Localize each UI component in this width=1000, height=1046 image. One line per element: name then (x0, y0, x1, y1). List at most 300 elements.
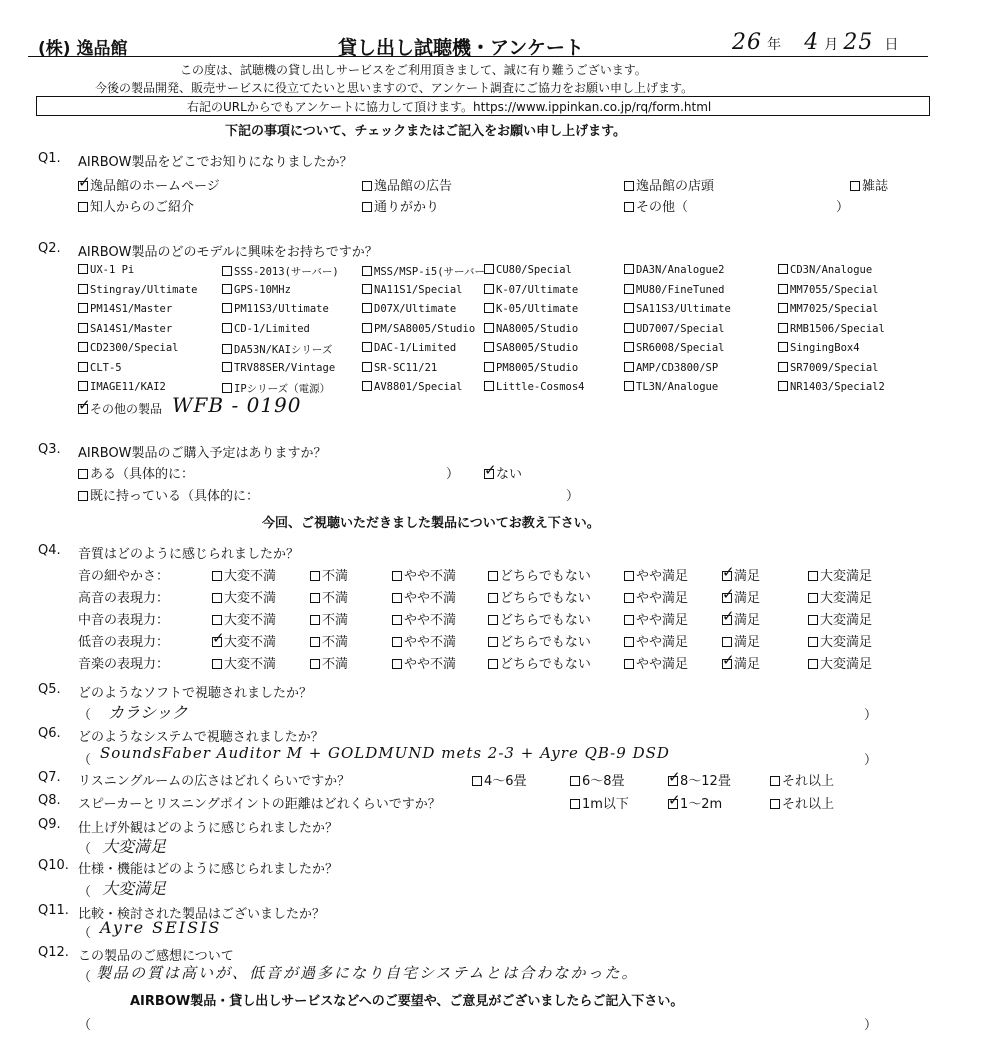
q3-option-own[interactable]: 既に持っている（具体的に： (78, 485, 259, 504)
checkbox[interactable] (624, 264, 634, 274)
q5-number: Q5. (38, 682, 61, 697)
q2-model-option[interactable] (624, 362, 718, 374)
checkbox-checked[interactable] (668, 799, 678, 809)
q4-rating-option[interactable] (488, 587, 591, 606)
q2-model-option[interactable] (362, 264, 485, 279)
q6-number: Q6. (38, 726, 61, 741)
q10-answer[interactable]: 大変満足 (102, 879, 167, 898)
checkbox[interactable] (222, 362, 232, 372)
q4-rating-label: やや満足 (636, 613, 689, 628)
q4-rating-option[interactable] (488, 565, 591, 584)
q2-model-option[interactable] (624, 342, 725, 354)
checkbox[interactable] (212, 615, 222, 625)
q4-rating-label: 大変不満 (224, 635, 277, 650)
checkbox[interactable] (78, 342, 88, 352)
checkbox[interactable] (778, 381, 788, 391)
q2-model-option[interactable] (624, 381, 718, 393)
checkbox[interactable] (78, 284, 88, 294)
checkbox[interactable] (808, 593, 818, 603)
checkbox[interactable] (808, 615, 818, 625)
checkbox[interactable] (78, 362, 88, 372)
q4-rating-option[interactable] (488, 609, 591, 628)
checkbox[interactable] (488, 615, 498, 625)
q2-model-label: AMP/CD3800/SP (636, 361, 719, 374)
q2-model-option[interactable] (222, 264, 339, 279)
q2-model-label: Stingray/Ultimate (90, 283, 198, 296)
checkbox[interactable] (808, 637, 818, 647)
q5-answer[interactable]: カラシック (108, 703, 188, 722)
checkbox[interactable] (310, 593, 320, 603)
q2-model-option[interactable] (778, 342, 860, 354)
q2-model-option[interactable] (624, 264, 725, 276)
q2-model-label: K-05/Ultimate (496, 303, 579, 315)
q2-model-label: CD2300/Special (90, 342, 179, 354)
q2-model-option[interactable] (362, 303, 456, 315)
checkbox[interactable] (484, 264, 494, 274)
q2-model-option[interactable] (78, 342, 179, 354)
q2-model-option[interactable] (484, 264, 572, 276)
q2-model-option[interactable] (778, 323, 885, 335)
checkbox[interactable] (78, 469, 88, 479)
q11-number: Q11. (38, 903, 69, 918)
q2-model-option[interactable] (222, 362, 335, 374)
q4-row-label: 音楽の表現力： (78, 657, 170, 672)
q2-model-label: PM/SA8005/Studio (374, 322, 476, 335)
q4-rating-label: 不満 (322, 635, 349, 650)
q4-rating-option[interactable] (392, 565, 456, 584)
footer-request: AIRBOW製品・貸し出しサービスなどへのご要望や、ご意見がございましたらご記入下さい。 (130, 994, 684, 1009)
q2-model-option[interactable] (78, 303, 172, 315)
q2-model-label: NA8005/Studio (496, 322, 579, 335)
q2-model-label: PM11S3/Ultimate (234, 303, 329, 315)
q4-rating-option[interactable] (808, 653, 872, 672)
checkbox[interactable] (624, 284, 634, 294)
q11-answer[interactable]: Ayre SEISIS (100, 918, 222, 937)
q5-open: （ (78, 708, 92, 723)
q4-rating-label: 大変満足 (820, 657, 873, 672)
q2-other-label[interactable]: ✓その他の製品 (78, 400, 162, 417)
q4-rating-label: やや不満 (404, 657, 457, 672)
checkbox[interactable] (392, 615, 402, 625)
q2-number: Q2. (38, 241, 61, 256)
q4-rating-option[interactable] (722, 653, 760, 672)
checkbox[interactable] (392, 637, 402, 647)
q8-option-under1m[interactable]: 1m以下 (570, 793, 629, 812)
q11-question: 比較・検討された製品はございましたか？ (78, 907, 326, 922)
form-title: 貸し出し試聴機・アンケート (338, 37, 584, 59)
q4-rating-option[interactable] (722, 631, 760, 650)
q2-model-option[interactable] (484, 381, 585, 393)
q4-row-label: 高音の表現力： (78, 591, 170, 606)
q2-model-label: MM7055/Special (790, 283, 879, 296)
q4-rating-option[interactable] (310, 631, 348, 650)
q6-open: （ (78, 753, 92, 768)
checkbox-checked[interactable] (484, 469, 494, 479)
checkbox[interactable] (722, 637, 732, 647)
q2-model-option[interactable] (362, 323, 475, 335)
q4-rating-option[interactable] (722, 609, 760, 628)
q4-rating-option[interactable] (212, 631, 276, 650)
q1-number: Q1. (38, 151, 61, 166)
q1-other-close: ） (836, 200, 850, 215)
q4-rating-option[interactable] (722, 587, 760, 606)
checkbox[interactable] (362, 266, 372, 276)
checkbox[interactable] (310, 637, 320, 647)
checkbox[interactable] (212, 593, 222, 603)
q2-model-label: PM8005/Studio (496, 361, 579, 374)
checkbox[interactable] (484, 362, 494, 372)
q4-rating-option[interactable] (722, 565, 760, 584)
q4-rating-label: 大変満足 (820, 613, 873, 628)
q2-model-option[interactable] (78, 362, 122, 374)
date-month: 4 (804, 30, 820, 55)
checkbox-checked[interactable] (78, 404, 88, 414)
checkbox[interactable] (624, 181, 634, 191)
date-day: 25 (843, 30, 874, 55)
q7-question: リスニングルームの広さはどれくらいですか？ (78, 774, 351, 789)
checkbox[interactable] (484, 323, 494, 333)
checkbox[interactable] (624, 659, 634, 669)
q11-open: （ (78, 926, 92, 941)
q1-option-passing[interactable]: 通りがかり (362, 196, 439, 215)
checkbox[interactable] (212, 571, 222, 581)
q7-number: Q7. (38, 770, 61, 785)
q2-model-label: SR6008/Special (636, 342, 725, 354)
checkbox[interactable] (778, 303, 788, 313)
q4-row-label: 音の細やかさ： (78, 569, 170, 584)
q1-option-friend[interactable]: 知人からのご紹介 (78, 196, 194, 215)
q7-option-6-8[interactable]: 6～8畳 (570, 770, 625, 789)
q2-model-label: MU80/FineTuned (636, 283, 725, 296)
q2-model-option[interactable] (78, 323, 172, 335)
q4-rating-option[interactable] (808, 631, 872, 650)
checkbox[interactable] (78, 381, 88, 391)
checkbox[interactable] (778, 342, 788, 352)
q8-option-1-2m[interactable]: ✓ 1～2m (668, 793, 722, 812)
checkbox-checked[interactable] (212, 637, 222, 647)
checkbox[interactable] (850, 181, 860, 191)
q2-model-label: CD3N/Analogue (790, 264, 873, 276)
checkbox[interactable] (624, 637, 634, 647)
q4-rating-option[interactable] (212, 653, 276, 672)
q2-model-option[interactable] (78, 284, 197, 296)
q2-model-option[interactable] (778, 264, 872, 276)
checkbox[interactable] (770, 799, 780, 809)
q6-close: ） (864, 753, 878, 768)
q4-rating-option[interactable] (392, 653, 456, 672)
q4-rating-option[interactable] (624, 653, 688, 672)
q1-option-ad[interactable]: 逸品館の広告 (362, 175, 452, 194)
q1-option-other[interactable]: その他（ (624, 196, 688, 215)
q1-option-magazine[interactable]: 雑誌 (850, 175, 888, 194)
q8-question: スピーカーとリスニングポイントの距離はどれくらいですか？ (78, 797, 441, 812)
q2-model-option[interactable] (362, 381, 463, 393)
q2-model-label: Little-Cosmos4 (496, 381, 585, 393)
q4-row-label: 低音の表現力： (78, 635, 170, 650)
q2-model-label: K-07/Ultimate (496, 283, 579, 296)
q4-rating-label: 大変不満 (224, 591, 277, 606)
q2-model-label: SR-SC11/21 (374, 361, 438, 374)
q4-rating-option[interactable] (392, 609, 456, 628)
q2-model-label: CD-1/Limited (234, 322, 310, 335)
q4-rating-label: やや不満 (404, 635, 457, 650)
checkbox[interactable] (624, 202, 634, 212)
q2-question: AIRBOW製品のどのモデルに興味をお持ちですか？ (78, 245, 378, 260)
q1-question: AIRBOW製品をどこでお知りになりましたか？ (78, 155, 353, 170)
q2-model-option[interactable] (222, 303, 329, 315)
checkbox[interactable] (624, 571, 634, 581)
checkbox[interactable] (570, 776, 580, 786)
checkbox[interactable] (222, 284, 232, 294)
q4-rating-option[interactable] (624, 609, 688, 628)
q2-model-option[interactable] (778, 303, 879, 315)
header-divider (28, 56, 928, 57)
checkbox[interactable] (310, 571, 320, 581)
checkbox[interactable] (488, 637, 498, 647)
checkbox[interactable] (78, 491, 88, 501)
q3-option-no[interactable]: ✓ ない (484, 463, 522, 482)
q2-model-option[interactable] (362, 362, 437, 374)
checkbox[interactable] (78, 303, 88, 313)
instruction: 下記の事項について、チェックまたはご記入をお願い申し上げます。 (225, 124, 627, 139)
q4-rating-option[interactable] (212, 565, 276, 584)
q8-option-more[interactable]: それ以上 (770, 793, 834, 812)
checkbox[interactable] (624, 362, 634, 372)
q2-model-option[interactable] (222, 284, 291, 296)
q2-model-label: IPシリーズ（電源） (234, 383, 331, 395)
q2-model-option[interactable] (624, 303, 731, 315)
checkbox[interactable] (778, 323, 788, 333)
checkbox[interactable] (624, 303, 634, 313)
q7-option-4-6[interactable]: 4～6畳 (472, 770, 527, 789)
q9-answer[interactable]: 大変満足 (102, 837, 167, 856)
q2-model-option[interactable] (78, 264, 134, 276)
checkbox[interactable] (362, 202, 372, 212)
checkbox-checked[interactable] (722, 593, 732, 603)
q2-model-label: MSS/MSP-i5(サーバー (374, 266, 486, 278)
q2-model-option[interactable] (778, 362, 879, 374)
q2-model-option[interactable] (362, 342, 456, 354)
q2-model-label: SR7009/Special (790, 361, 879, 374)
q4-rating-label: 満足 (734, 613, 761, 628)
q4-rating-option[interactable] (310, 587, 348, 606)
q4-rating-option[interactable] (392, 587, 456, 606)
q6-answer[interactable]: SoundsFaber Auditor M + GOLDMUND mets 2-3 + Ayre QB-9 DSD (100, 744, 670, 762)
q12-number: Q12. (38, 945, 69, 960)
q4-rating-label: 満足 (734, 635, 761, 650)
q2-model-label: NA11S1/Special (374, 283, 463, 296)
q4-rating-option[interactable] (624, 565, 688, 584)
checkbox[interactable] (624, 323, 634, 333)
q4-rating-option[interactable] (488, 631, 591, 650)
checkbox[interactable] (78, 323, 88, 333)
checkbox[interactable] (624, 615, 634, 625)
q2-model-option[interactable] (624, 323, 725, 335)
q2-model-option[interactable] (778, 284, 879, 296)
checkbox[interactable] (778, 284, 788, 294)
checkbox[interactable] (778, 264, 788, 274)
q4-rating-option[interactable] (212, 609, 276, 628)
q4-row-label: 中音の表現力： (78, 613, 170, 628)
checkbox[interactable] (222, 383, 232, 393)
checkbox[interactable] (392, 593, 402, 603)
q2-model-label: UX-1 Pi (90, 264, 135, 276)
q2-model-option[interactable] (484, 342, 578, 354)
q4-rating-label: 大変満足 (820, 591, 873, 606)
q1-option-store[interactable]: 逸品館の店頭 (624, 175, 714, 194)
checkbox[interactable] (488, 593, 498, 603)
url-box (36, 96, 930, 116)
q9-open: （ (78, 842, 92, 857)
checkbox[interactable] (362, 342, 372, 352)
checkbox[interactable] (484, 342, 494, 352)
checkbox[interactable] (808, 659, 818, 669)
checkbox[interactable] (362, 181, 372, 191)
checkbox[interactable] (78, 202, 88, 212)
q4-rating-option[interactable] (310, 653, 348, 672)
checkbox[interactable] (488, 659, 498, 669)
q2-model-option[interactable] (484, 303, 578, 315)
q4-rating-label: 不満 (322, 613, 349, 628)
date-day-unit: 日 (884, 37, 899, 53)
q4-rating-option[interactable] (808, 609, 872, 628)
checkbox[interactable] (778, 362, 788, 372)
checkbox[interactable] (808, 571, 818, 581)
checkbox-checked[interactable] (722, 571, 732, 581)
q4-rating-label: どちらでもない (500, 591, 591, 606)
checkbox-checked[interactable] (722, 659, 732, 669)
q4-rating-option[interactable] (488, 653, 591, 672)
checkbox[interactable] (484, 284, 494, 294)
checkbox[interactable] (484, 381, 494, 391)
checkbox[interactable] (362, 362, 372, 372)
q4-number: Q4. (38, 543, 61, 558)
checkbox[interactable] (222, 323, 232, 333)
q2-model-option[interactable] (222, 342, 332, 357)
q4-rating-label: 大変満足 (820, 635, 873, 650)
q2-model-option[interactable] (484, 323, 578, 335)
checkbox[interactable] (362, 323, 372, 333)
checkbox[interactable] (78, 264, 88, 274)
checkbox[interactable] (488, 571, 498, 581)
q2-model-label: D07X/Ultimate (374, 303, 457, 315)
q7-option-8-12[interactable]: ✓ 8～12畳 (668, 770, 731, 789)
q2-model-option[interactable] (362, 284, 463, 296)
checkbox[interactable] (392, 571, 402, 581)
q10-open: （ (78, 885, 92, 900)
q4-rating-option[interactable] (212, 587, 276, 606)
q4-rating-label: やや満足 (636, 635, 689, 650)
checkbox-checked[interactable] (668, 776, 678, 786)
q3-number: Q3. (38, 442, 61, 457)
checkbox[interactable] (624, 593, 634, 603)
q4-rating-label: やや不満 (404, 569, 457, 584)
checkbox-checked[interactable] (78, 181, 88, 191)
footer-open: （ (78, 1018, 92, 1033)
q2-model-label: MM7025/Special (790, 303, 879, 315)
q2-model-label: SingingBox4 (790, 342, 860, 354)
q4-rating-label: どちらでもない (500, 635, 591, 650)
q4-rating-option[interactable] (310, 565, 348, 584)
q2-model-option[interactable] (484, 362, 578, 374)
q4-rating-label: 大変不満 (224, 613, 277, 628)
q2-model-label: GPS-10MHz (234, 283, 291, 296)
checkbox[interactable] (624, 342, 634, 352)
q2-model-option[interactable] (222, 323, 310, 335)
url-line: 右記のURLからでもアンケートに協力して頂けます。https://www.ippinkan.co.jp/rq/form.html (187, 100, 712, 114)
q2-model-label: UD7007/Special (636, 322, 725, 335)
q4-rating-option[interactable] (808, 565, 872, 584)
q6-question: どのようなシステムで視聴されましたか？ (78, 730, 324, 745)
q4-rating-label: 満足 (734, 657, 761, 672)
q12-answer[interactable]: 製品の質は高いが、低音が過多になり自宅システムとは合わなかった。 (96, 964, 639, 982)
form-date (732, 30, 898, 55)
checkbox[interactable] (222, 266, 232, 276)
q2-model-option[interactable] (778, 381, 885, 393)
checkbox[interactable] (570, 799, 580, 809)
q2-model-label: DAC-1/Limited (374, 342, 457, 354)
q3-question: AIRBOW製品のご購入予定はありますか？ (78, 446, 327, 461)
q4-rating-label: 大変満足 (820, 569, 873, 584)
checkbox[interactable] (222, 303, 232, 313)
q10-question: 仕様・機能はどのように感じられましたか？ (78, 862, 339, 877)
q4-rating-option[interactable] (808, 587, 872, 606)
q4-rating-label: やや不満 (404, 613, 457, 628)
checkbox[interactable] (472, 776, 482, 786)
date-year: 26 (732, 30, 762, 55)
q7-option-more[interactable]: それ以上 (770, 770, 834, 789)
checkbox[interactable] (212, 659, 222, 669)
checkbox[interactable] (484, 303, 494, 313)
checkbox[interactable] (392, 659, 402, 669)
q2-model-option[interactable] (484, 284, 578, 296)
checkbox[interactable] (624, 381, 634, 391)
q1-option-homepage[interactable]: ✓逸品館のホームページ (78, 175, 220, 194)
q2-model-label: DA3N/Analogue2 (636, 264, 725, 276)
q4-rating-label: 大変不満 (224, 657, 277, 672)
q4-rating-label: やや満足 (636, 569, 689, 584)
checkbox[interactable] (770, 776, 780, 786)
q4-rating-label: どちらでもない (500, 613, 591, 628)
q4-question: 音質はどのように感じられましたか？ (78, 547, 300, 562)
checkbox-checked[interactable] (722, 615, 732, 625)
checkbox[interactable] (362, 284, 372, 294)
checkbox[interactable] (310, 659, 320, 669)
checkbox[interactable] (222, 344, 232, 354)
checkbox[interactable] (362, 381, 372, 391)
q4-rating-label: 不満 (322, 657, 349, 672)
date-month-unit: 月 (824, 37, 839, 53)
q4-rating-label: どちらでもない (500, 657, 591, 672)
q4-rating-option[interactable] (310, 609, 348, 628)
q4-rating-label: どちらでもない (500, 569, 591, 584)
q3-yes-close: ） (446, 467, 460, 482)
q4-rating-option[interactable] (624, 587, 688, 606)
q3-option-yes[interactable]: ある（具体的に： (78, 463, 194, 482)
q2-model-label: AV8801/Special (374, 381, 463, 393)
checkbox[interactable] (310, 615, 320, 625)
q2-model-option[interactable] (78, 381, 166, 393)
q2-model-option[interactable] (624, 284, 725, 296)
q12-question: この製品のご感想について (78, 949, 234, 964)
q4-rating-label: 満足 (734, 591, 761, 606)
q5-question: どのようなソフトで視聴されましたか？ (78, 686, 313, 701)
checkbox[interactable] (362, 303, 372, 313)
q2-model-label: PM14S1/Master (90, 303, 173, 315)
q4-rating-option[interactable] (392, 631, 456, 650)
q4-rating-option[interactable] (624, 631, 688, 650)
intro-line2: 今後の製品開発、販売サービスに役立てたいと思いますので、アンケート調査にご協力をお願い申し上げます。 (95, 81, 694, 95)
